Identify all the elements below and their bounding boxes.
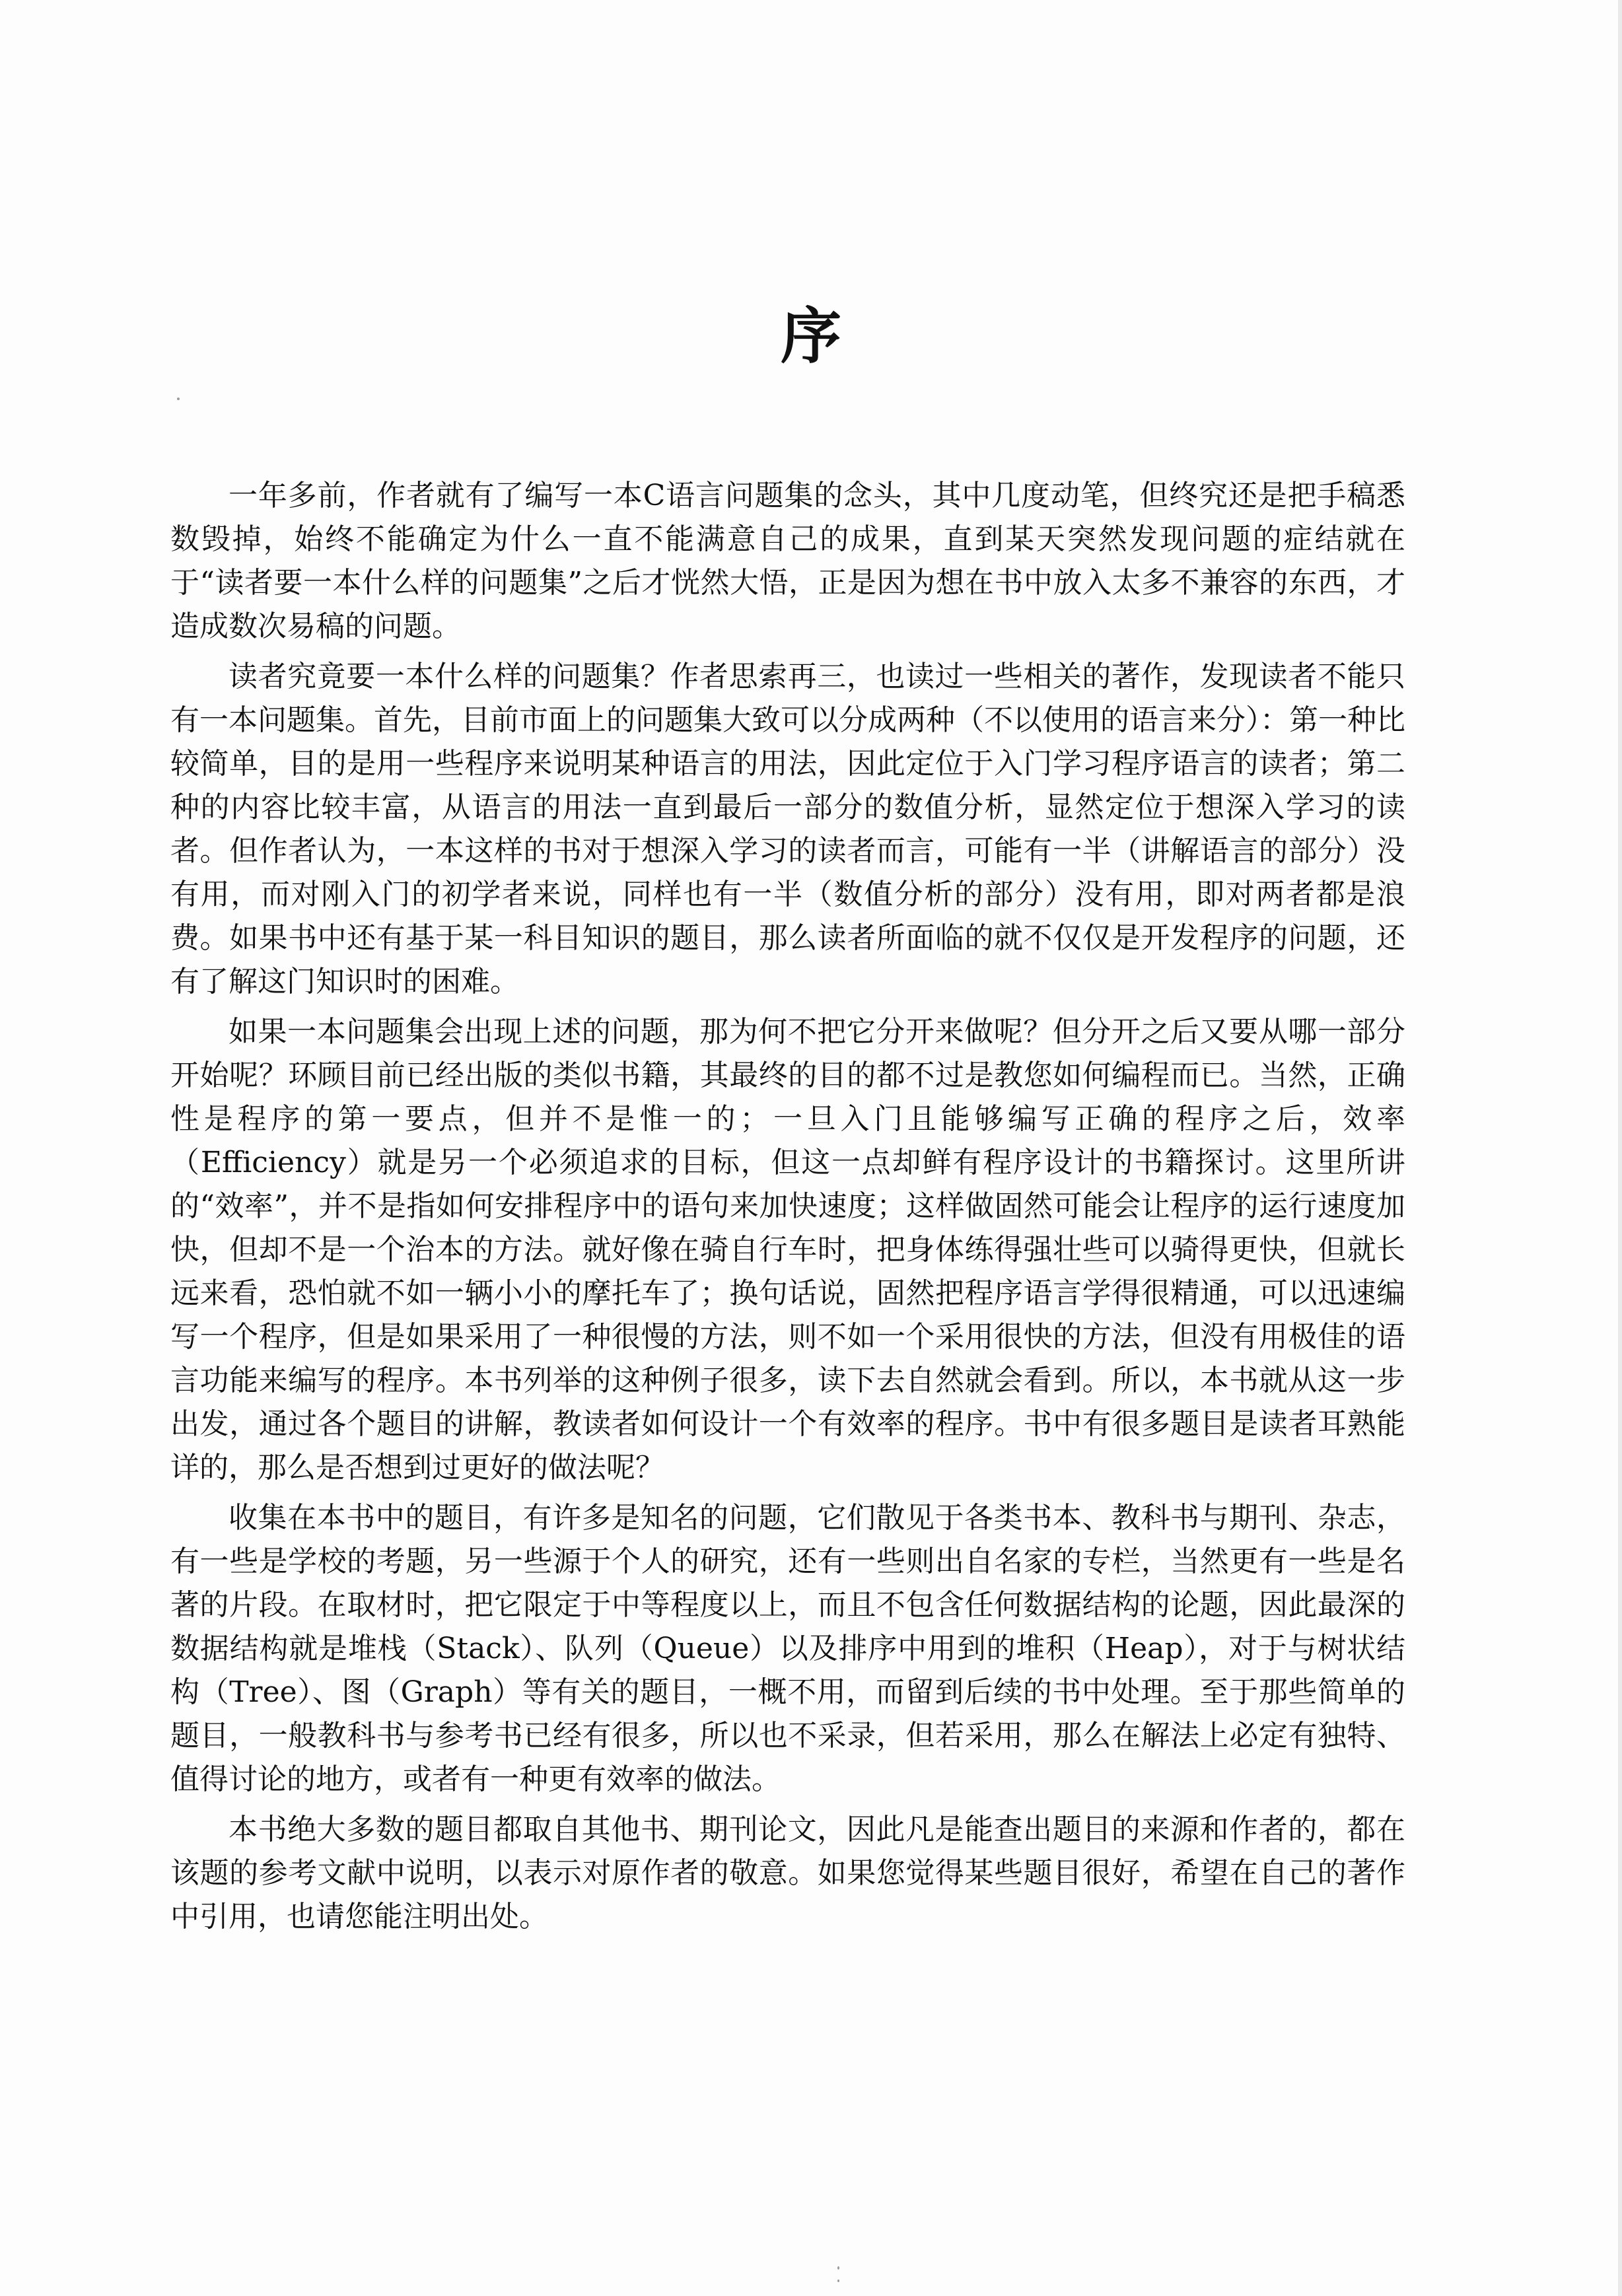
scan-speck [177, 398, 180, 400]
scan-speck [837, 2266, 839, 2270]
scan-speck [837, 2279, 839, 2282]
preface-body [170, 474, 1405, 1945]
paragraph: 如果一本问题集会出现上述的问题，那为何不把它分开来做呢？但分开之后又要从哪一部分开始呢？环顾目前已经出版的类似书籍，其最终的目的都不过是教您如何编程而已。当然，正确性是程序的第一要点，但并不是惟一的；一旦入门且能够编写正确的程序之后，效率（Efficiency）就是另一个必须追求的目标，但这一点却鲜有程序设计的书籍探讨。这里所讲的“效率”，并不是指如何安排程序中的语句来加快速度；这样做固然可能会让程序的运行速度加快，但却不是一个治本的方法。就好像在骑自行车时，把身体练得强壮些可以骑得更快，但就长远来看，恐怕就不如一辆小小的摩托车了；换句话说，固然把程序语言学得很精通，可以迅速编写一个程序，但是如果采用了一种很慢的方法，则不如一个采用很快的方法，但没有用极佳的语言功能来编写的程序。本书列举的这种例子很多，读下去自然就会看到。所以，本书就从这一步出发，通过各个题目的讲解，教读者如何设计一个有效率的程序。书中有很多题目是读者耳熟能详的，那么是否想到过更好的做法呢？ [170, 1015, 1405, 1484]
paragraph: 读者究竟要一本什么样的问题集？作者思索再三，也读过一些相关的著作，发现读者不能只有一本问题集。首先，目前市面上的问题集大致可以分成两种（不以使用的语言来分）：第一种比较简单，目的是用一些程序来说明某种语言的用法，因此定位于入门学习程序语言的读者；第二种的内容比较丰富，从语言的用法一直到最后一部分的数值分析，显然定位于想深入学习的读者。但作者认为，一本这样的书对于想深入学习的读者而言，可能有一半（讲解语言的部分）没有用，而对刚入门的初学者来说，同样也有一半（数值分析的部分）没有用，即对两者都是浪费。如果书中还有基于某一科目知识的题目，那么读者所面临的就不仅仅是开发程序的问题，还有了解这门知识时的困难。 [170, 660, 1405, 998]
paragraph: 本书绝大多数的题目都取自其他书、期刊论文，因此凡是能查出题目的来源和作者的，都在该题的参考文献中说明，以表示对原作者的敬意。如果您觉得某些题目很好，希望在自己的著作中引用，也请您能注明出处。 [170, 1813, 1405, 1933]
paragraph: 一年多前，作者就有了编写一本C语言问题集的念头，其中几度动笔，但终究还是把手稿悉数毁掉，始终不能确定为什么一直不能满意自己的成果，直到某天突然发现问题的症结就在于“读者要一本什么样的问题集”之后才恍然大悟，正是因为想在书中放入太多不兼容的东西，才造成数次易稿的问题。 [170, 479, 1405, 643]
paragraph: 收集在本书中的题目，有许多是知名的问题，它们散见于各类书本、教科书与期刊、杂志，有一些是学校的考题，另一些源于个人的研究，还有一些则出自名家的专栏，当然更有一些是名著的片段。在取材时，把它限定于中等程度以上，而且不包含任何数据结构的论题，因此最深的数据结构就是堆栈（Stack）、队列（Queue）以及排序中用到的堆积（Heap），对于与树状结构（Tree）、图（Graph）等有关的题目，一概不用，而留到后续的书中处理。至于那些简单的题目，一般教科书与参考书已经有很多，所以也不采录，但若采用，那么在解法上必定有独特、值得讨论的地方，或者有一种更有效率的做法。 [170, 1501, 1405, 1796]
page-title: 序 [780, 301, 841, 372]
